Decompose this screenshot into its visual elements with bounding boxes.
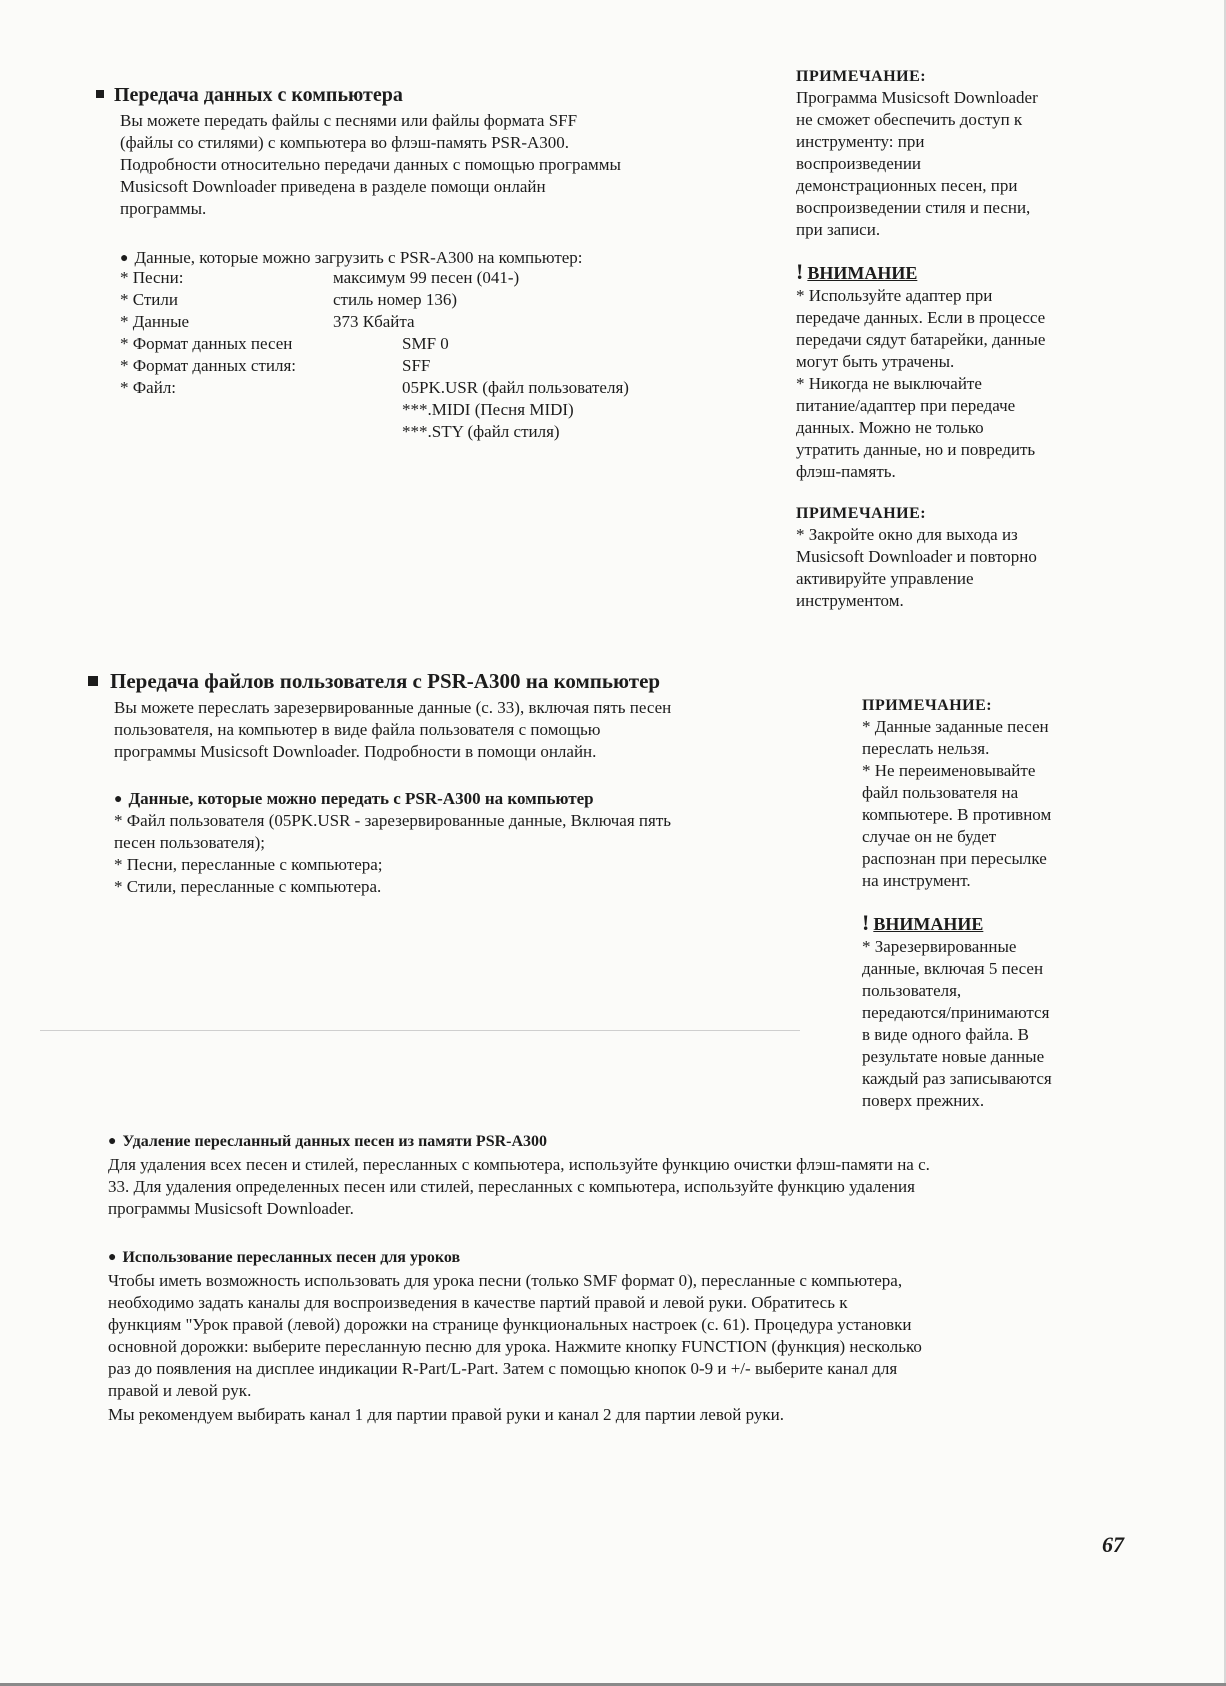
- warning-line: передаче данных. Если в процессе: [796, 308, 1046, 327]
- warning-line: * Зарезервированные: [862, 937, 1017, 956]
- row-value: 05PK.USR (файл пользователя): [402, 378, 629, 397]
- warning-line: питание/адаптер при передаче: [796, 396, 1016, 415]
- section2-list: [114, 810, 816, 898]
- paragraph-line: Musicsoft Downloader приведена в разделе помощи онлайн: [120, 177, 546, 196]
- row-label: * Данные: [120, 312, 190, 331]
- list-line: * Песни, пересланные с компьютера;: [114, 855, 383, 874]
- note-line: * Закройте окно для выхода из: [796, 525, 1018, 544]
- row-label: * Стили: [120, 290, 178, 309]
- note-title: ПРИМЕЧАНИЕ:: [796, 68, 927, 85]
- note-line: воспроизведении: [796, 154, 922, 173]
- warning-line: могут быть утрачены.: [796, 352, 955, 371]
- note-line: случае он не будет: [862, 827, 997, 846]
- square-bullet-icon: [88, 676, 98, 686]
- paragraph-line: необходимо задать каналы для воспроизведения в качестве партий правой и левой руки. Обратитесь к: [108, 1293, 848, 1312]
- warning-line: данные, включая 5 песен: [862, 959, 1044, 978]
- warning-line: утратить данные, но и повредить: [796, 440, 1036, 459]
- paragraph-line: 33. Для удаления определенных песен или стилей, пересланных с компьютера, используйте функцию удаления: [108, 1177, 915, 1196]
- section2-list-title: ● Данные, которые можно передать с PSR-A300 на компьютер: [114, 788, 594, 811]
- warning-line: поверх прежних.: [862, 1091, 985, 1110]
- paragraph-line: программы Musicsoft Downloader. Подробности в помощи онлайн.: [114, 742, 597, 761]
- warning-line: каждый раз записываются: [862, 1069, 1052, 1088]
- row-value-extra: ***.MIDI (Песня MIDI): [402, 400, 574, 419]
- warning-line: передачи сядут батарейки, данные: [796, 330, 1046, 349]
- paragraph-line: Подробности относительно передачи данных с помощью программы: [120, 155, 621, 174]
- warning-line: * Никогда не выключайте: [796, 374, 982, 393]
- note-line: * Не переименовывайте: [862, 761, 1036, 780]
- side2-notes: [862, 697, 1142, 1112]
- note-body: [796, 87, 1126, 241]
- note-title: ПРИМЕЧАНИЕ:: [862, 697, 993, 714]
- note-line: при записи.: [796, 220, 881, 239]
- warning-line: данных. Можно не только: [796, 418, 984, 437]
- warning-title: ! ВНИМАНИЕ: [796, 259, 918, 284]
- note-line: активируйте управление: [796, 569, 974, 588]
- row-value: максимум 99 песен (041-): [333, 268, 520, 287]
- list-line: * Файл пользователя (05PK.USR - зарезервированные данные, Включая пять: [114, 811, 672, 830]
- warning-line: флэш-память.: [796, 462, 896, 481]
- note-line: * Данные заданные песен: [862, 717, 1049, 736]
- row-label: * Формат данных песен: [120, 334, 293, 353]
- fold-line: [40, 1030, 800, 1031]
- list-line: * Стили, пересланные с компьютера.: [114, 877, 382, 896]
- warning-line: в виде одного файла. В: [862, 1025, 1029, 1044]
- side1-notes: [796, 68, 1126, 612]
- warning-line: * Используйте адаптер при: [796, 286, 993, 305]
- row-value: 373 Кбайта: [333, 312, 415, 331]
- row-value: стиль номер 136): [333, 290, 458, 309]
- row-label: * Формат данных стиля:: [120, 356, 297, 375]
- list-line: песен пользователя);: [114, 833, 266, 852]
- section1-intro: [120, 110, 752, 220]
- paragraph-line: Для удаления всех песен и стилей, пересланных с компьютера, используйте функцию очистки флэш-памяти на с.: [108, 1155, 930, 1174]
- paragraph-line: программы.: [120, 199, 207, 218]
- exclamation-icon: !: [796, 259, 804, 284]
- note-title: ПРИМЕЧАНИЕ:: [796, 505, 927, 522]
- paragraph-line: пользователя, на компьютер в виде файла пользователя с помощью: [114, 720, 601, 739]
- warning-body: [796, 285, 1126, 483]
- section4-body: [108, 1270, 1132, 1426]
- section2-intro: [114, 697, 816, 763]
- section2-heading: Передача файлов пользователя с PSR-A300 на компьютер: [88, 669, 660, 694]
- note-line: на инструмент.: [862, 871, 971, 890]
- paragraph-line: раз до появления на дисплее индикации R-Part/L-Part. Затем с помощью кнопок 0-9 и +/- выберите канал для: [108, 1359, 898, 1378]
- section1-list-title: ● Данные, которые можно загрузить с PSR-A300 на компьютер:: [120, 247, 583, 270]
- page-number: 67: [1102, 1532, 1124, 1557]
- note-body: [796, 524, 1126, 612]
- note-line: переслать нельзя.: [862, 739, 990, 758]
- paragraph-line: Мы рекомендуем выбирать канал 1 для партии правой руки и канал 2 для партии левой руки.: [108, 1405, 784, 1424]
- paragraph-line: функциям "Урок правой (левой) дорожки на странице функциональных настроек (с. 61). Процедура установки: [108, 1315, 912, 1334]
- paragraph-line: программы Musicsoft Downloader.: [108, 1199, 354, 1218]
- paragraph-line: (файлы со стилями) с компьютера во флэш-память PSR-A300.: [120, 133, 570, 152]
- section3-body: [108, 1154, 1132, 1220]
- paragraph-line: Чтобы иметь возможность использовать для урока песни (только SMF формат 0), пересланные с компьютера,: [108, 1271, 903, 1290]
- paragraph-line: основной дорожки: выберите пересланную песню для урока. Нажмите кнопку FUNCTION (функция) несколько: [108, 1337, 922, 1356]
- warning-body: [862, 936, 1142, 1112]
- paragraph-line: Вы можете передать файлы с песнями или файлы формата SFF: [120, 111, 578, 130]
- section3-title: ● Удаление пересланный данных песен из памяти PSR-A300: [108, 1131, 547, 1153]
- warning-line: пользователя,: [862, 981, 962, 1000]
- note-line: Musicsoft Downloader и повторно: [796, 547, 1037, 566]
- row-value: SFF: [402, 356, 431, 375]
- row-value-extra: ***.STY (файл стиля): [402, 422, 560, 441]
- note-line: демонстрационных песен, при: [796, 176, 1018, 195]
- paragraph-line: правой и левой рук.: [108, 1381, 252, 1400]
- warning-line: результате новые данные: [862, 1047, 1045, 1066]
- note-line: воспроизведении стиля и песни,: [796, 198, 1031, 217]
- note-line: не сможет обеспечить доступ к: [796, 110, 1023, 129]
- note-line: инструменту: при: [796, 132, 925, 151]
- paragraph-line: Вы можете переслать зарезервированные данные (с. 33), включая пять песен: [114, 698, 672, 717]
- note-line: Программа Musicsoft Downloader: [796, 88, 1038, 107]
- note-body: [862, 716, 1142, 892]
- warning-title: ! ВНИМАНИЕ: [862, 910, 984, 935]
- row-value: SMF 0: [402, 334, 449, 353]
- note-line: файл пользователя на: [862, 783, 1019, 802]
- warning-line: передаются/принимаются: [862, 1003, 1050, 1022]
- exclamation-icon: !: [862, 910, 870, 935]
- section1-heading: Передача данных с компьютера: [96, 84, 403, 107]
- row-label: * Песни:: [120, 268, 184, 287]
- note-line: инструментом.: [796, 591, 904, 610]
- square-bullet-icon: [96, 90, 104, 98]
- row-label: * Файл:: [120, 378, 177, 397]
- section4-title: ● Использование пересланных песен для уроков: [108, 1247, 460, 1269]
- note-line: распознан при пересылке: [862, 849, 1047, 868]
- note-line: компьютере. В противном: [862, 805, 1052, 824]
